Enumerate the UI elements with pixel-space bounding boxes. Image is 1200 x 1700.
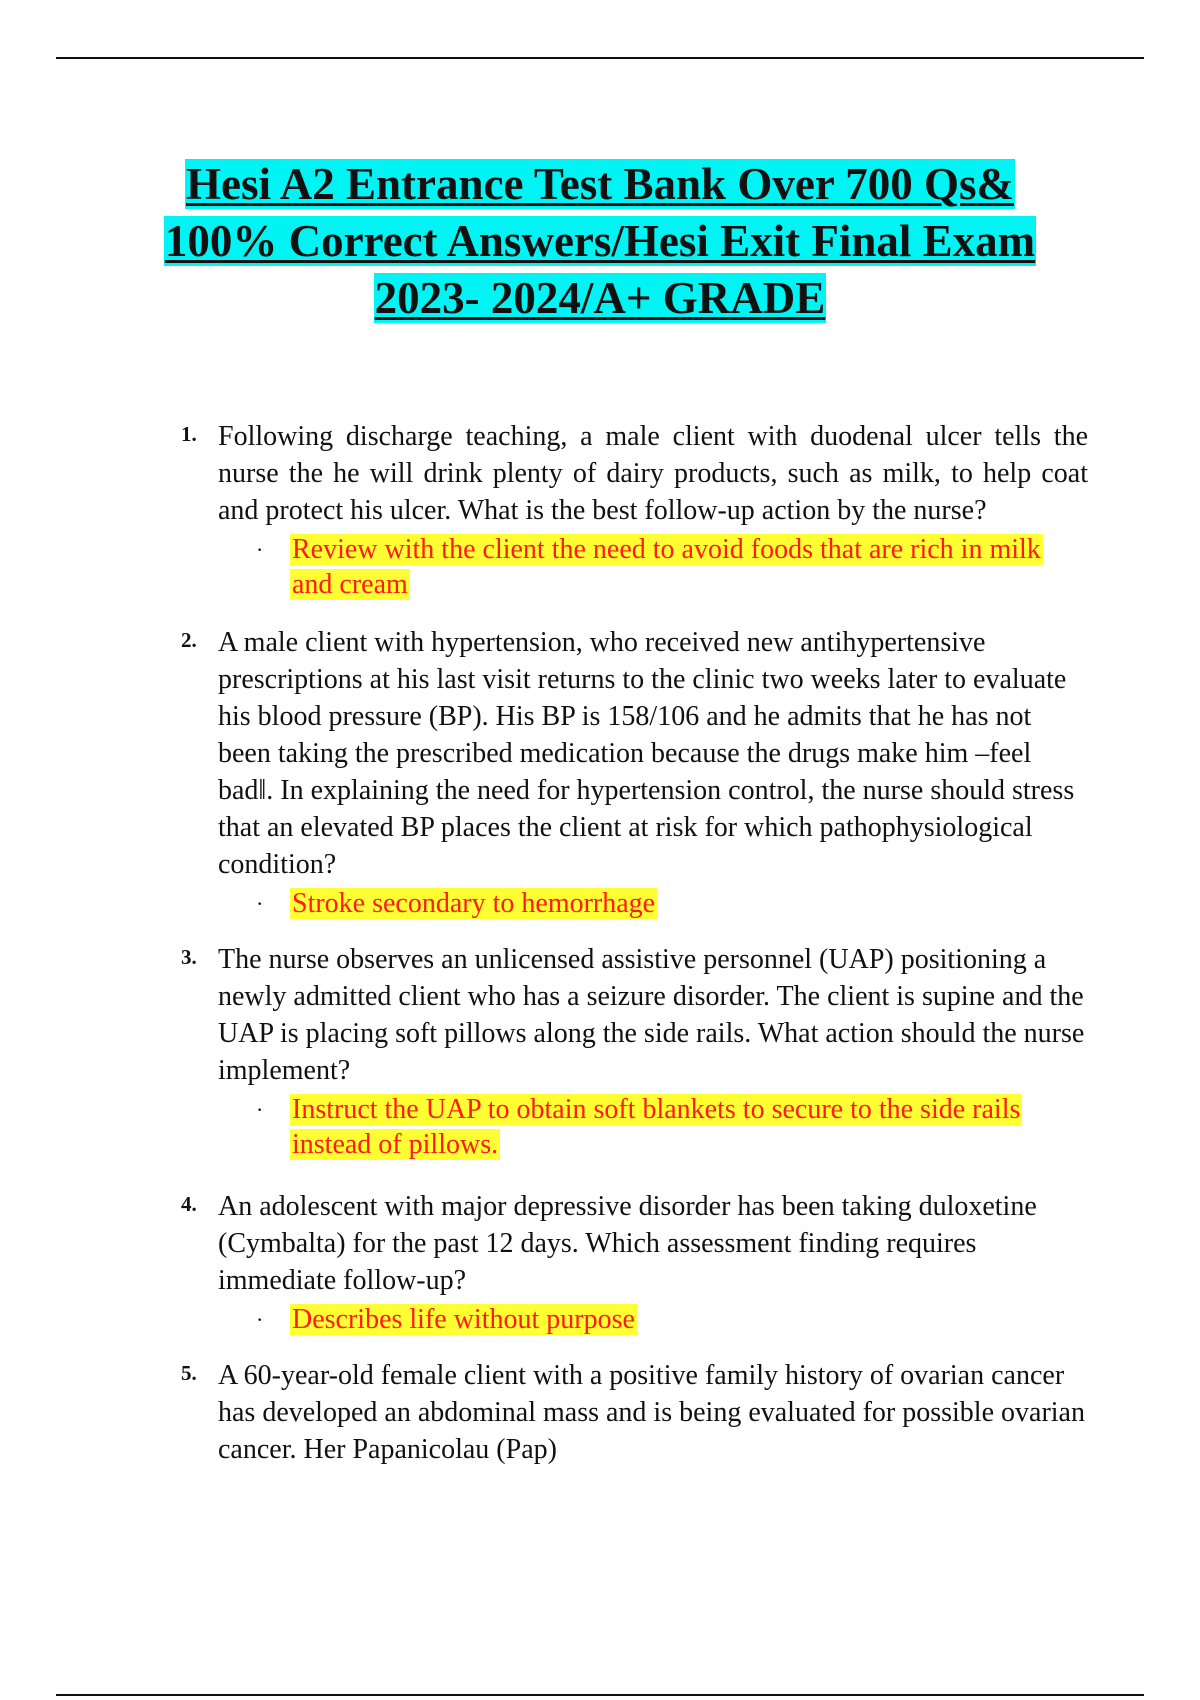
bullet-icon: · [256,891,264,916]
question-number: 4. [181,1192,197,1216]
title-line-1: Hesi A2 Entrance Test Bank Over 700 Qs& [186,159,1014,209]
answer-text: Instruct the UAP to obtain soft blankets to secure to the side rails instead of pillows. [292,1094,1021,1160]
question-number: 2. [181,628,197,652]
question-number: 3. [181,945,197,969]
question-item-4 [0,1188,1088,1337]
question-list [0,418,1200,1468]
top-rule [56,57,1144,59]
question-number: 1. [181,422,197,446]
question-number: 5. [181,1361,197,1385]
question-item-5 [0,1357,1088,1468]
bullet-icon: · [256,537,264,562]
bottom-rule [56,1694,1144,1696]
bullet-icon: · [256,1307,264,1332]
question-text: A 60-year-old female client with a positive family history of ovarian cancer has developed an abdominal mass and is being evaluated for possible ovarian cancer. Her Papanicolau (Pap) [218,1360,1085,1465]
question-item-2 [0,624,1088,921]
answer-item [218,532,1088,602]
answer-item [218,886,1088,921]
question-text: Following discharge teaching, a male client with duodenal ulcer tells the nurse the he will drink plenty of dairy products, such as milk, to help coat and protect his ulcer. What is the best follow-up action by the nurse? [218,421,1088,526]
question-text: An adolescent with major depressive disorder has been taking duloxetine (Cymbalta) for the past 12 days. Which assessment finding requires immediate follow-up? [218,1191,1037,1296]
title-line-2: 100% Correct Answers/Hesi Exit Final Exam [164,216,1036,266]
title-line-3: 2023- 2024/A+ GRADE [374,273,826,323]
answer-item [218,1302,1088,1337]
document-title [60,156,1140,327]
answer-text: Review with the client the need to avoid foods that are rich in milk and cream [292,534,1041,600]
question-item-1 [0,418,1088,602]
question-item-3 [0,941,1088,1162]
question-text: A male client with hypertension, who received new antihypertensive prescriptions at his last visit returns to the clinic two weeks later to evaluate his blood pressure (BP). His BP is 158/106 and he admits that he has not been taking the prescribed medication because the drugs make him –feel bad‖. In explaining the need for hypertension control, the nurse should stress that an elevated BP places the client at risk for which pathophysiological condition? [218,627,1075,880]
answer-text: Describes life without purpose [292,1304,635,1335]
answer-text: Stroke secondary to hemorrhage [292,888,656,919]
answer-item [218,1092,1030,1162]
bullet-icon: · [256,1097,264,1122]
question-text: The nurse observes an unlicensed assistive personnel (UAP) positioning a newly admitted client who has a seizure disorder. The client is supine and the UAP is placing soft pillows along the side rails. What action should the nurse implement? [218,944,1085,1086]
